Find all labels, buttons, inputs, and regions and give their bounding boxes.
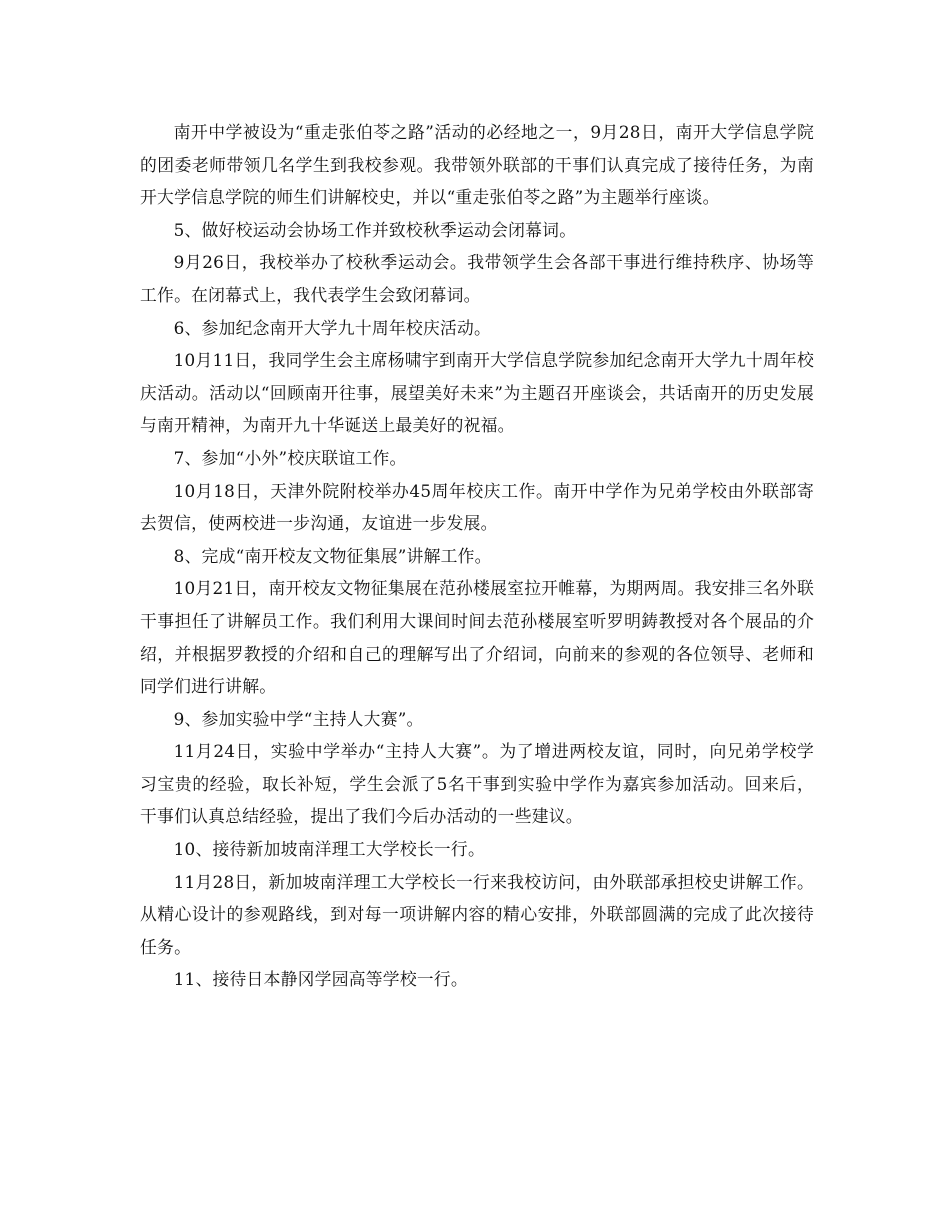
paragraph-visit-zhang-boling: 南开中学被设为“重走张伯苓之路”活动的必经地之一，9月28日，南开大学信息学院的团委老师带领几名学生到我校参观。我带领外联部的干事们认真完成了接待任务，为南开大学信息学院的师生们讲解校史，并以“重走张伯苓之路”为主题举行座谈。 — [140, 122, 814, 208]
heading-shizuoka-visit: 11、接待日本静冈学园高等学校一行。 — [173, 969, 468, 990]
paragraph-nankai-anniversary: 10月11日，我同学生会主席杨啸宇到南开大学信息学院参加纪念南开大学九十周年校庆活动。活动以“回顾南开往事，展望美好未来”为主题召开座谈会，共话南开的历史发展与南开精神，为南开九十华诞送上最美好的祝福。 — [140, 350, 814, 436]
heading-nankai-anniversary: 6、参加纪念南开大学九十周年校庆活动。 — [173, 317, 492, 338]
paragraph-ntu-visit: 11月28日，新加坡南洋理工大学校长一行来我校访问，由外联部承担校史讲解工作。从精心设计的参观路线，到对每一项讲解内容的精心安排，外联部圆满的完成了此次接待任务。 — [140, 871, 814, 957]
paragraph-alumni-exhibition: 10月21日，南开校友文物征集展在范孙楼展室拉开帷幕，为期两周。我安排三名外联干事担任了讲解员工作。我们利用大课间时间去范孙楼展室听罗明鋳教授对各个展品的介绍，并根据罗教授的介绍和自己的理解写出了介绍词，向前来的参观的各位领导、老师和同学们进行讲解。 — [140, 578, 814, 697]
paragraph-xiaowai-anniversary: 10月18日，天津外院附校举办45周年校庆工作。南开中学作为兄弟学校由外联部寄去贺信，使两校进一步沟通，友谊进一步发展。 — [140, 480, 814, 534]
heading-alumni-exhibition: 8、完成“南开校友文物征集展”讲解工作。 — [173, 545, 492, 566]
heading-sports-meet: 5、做好校运动会协场工作并致校秋季运动会闭幕词。 — [173, 219, 577, 240]
paragraph-sports-meet: 9月26日，我校举办了校秋季运动会。我带领学生会各部干事进行维持秩序、协场等工作。在闭幕式上，我代表学生会致闭幕词。 — [140, 252, 814, 305]
document-body — [140, 116, 814, 996]
heading-xiaowai-anniversary: 7、参加“小外”校庆联谊工作。 — [173, 447, 407, 468]
paragraph-host-contest: 11月24日，实验中学举办“主持人大赛”。为了增进两校友谊，同时，向兄弟学校学习宝贵的经验，取长补短，学生会派了5名干事到实验中学作为嘉宾参加活动。回来后，干事们认真总结经验，提出了我们今后办活动的一些建议。 — [140, 741, 814, 827]
heading-host-contest: 9、参加实验中学“主持人大赛”。 — [173, 708, 424, 729]
heading-ntu-visit: 10、接待新加坡南洋理工大学校长一行。 — [173, 839, 485, 860]
